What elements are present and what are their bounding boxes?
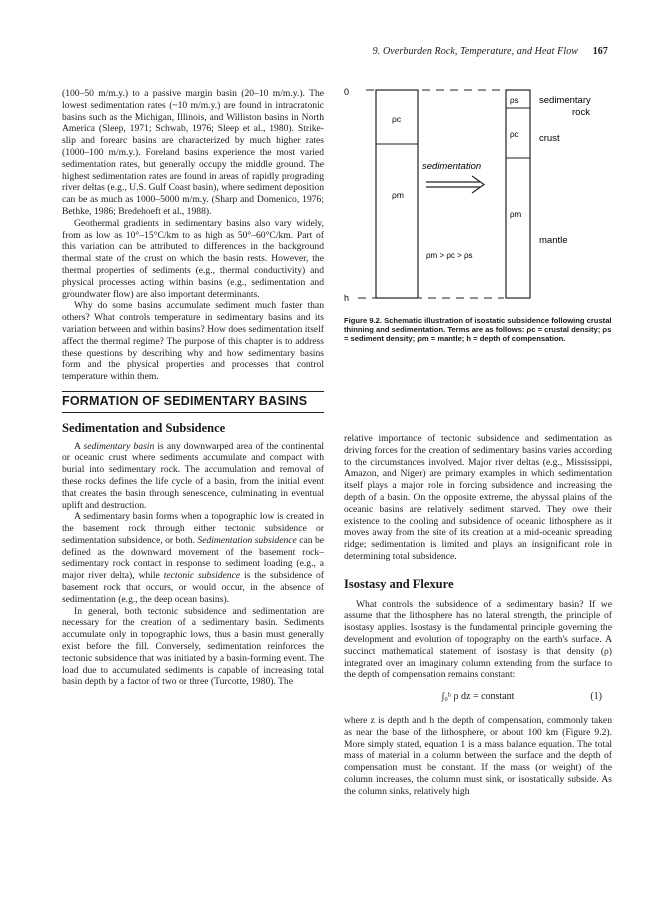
- paragraph: A sedimentary basin is any downwarped area of the continental or oceanic crust where sediments accumulate and compact with burial into sedimentary rock. The accumulation and removal of these rocks defines the life cycle of a basin, from the initial event that creates the basin through senescence, culminating in eventual uplift and destruction.: [62, 440, 324, 511]
- legend-sedimentary: sedimentary: [539, 95, 591, 106]
- paragraph: where z is depth and h the depth of compensation, commonly taken as near the base of the lithosphere, or about 100 km (Figure 9.2). More simply stated, equation 1 is a mass balance equation. The total mass of material in a column between the surface and the depth of compensation must be constant. If the mass (or weight) of the column increases, the column must sink, or isostatically subside. As the column sinks, relatively high: [344, 714, 612, 797]
- running-title: 9. Overburden Rock, Temperature, and Heat Flow: [372, 46, 579, 57]
- text-run: is any downwarped area of the continental or oceanic crust where sediments accumulate and compact with burial into sedimentary rock. The accumulation and removal of these rocks defines the life cycle of a basin, from the initial event that creates the basin through senescence, culminating in eventual uplift and destruction.: [62, 440, 324, 511]
- paragraph: In general, both tectonic subsidence and sedimentation are necessary for the creation of a sedimentary basin. Sediments accumulate only in topographic lows, thus a basin must generally exist before the fill. Conversely, sedimentation reinforces the tectonic subsidence that was initiated by a basin-forming event. The load due to accumulated sediments is capable of increasing total basin depth by a factor of two or three (Turcotte, 1980). The: [62, 605, 324, 688]
- paragraph: (100–50 m/m.y.) to a passive margin basin (20–10 m/m.y.). The lowest sedimentation rates (~10 m/m.y.) are found in intracratonic basins such as the Michigan, Illinois, and Williston basins in North America (Sleep, 1971; Schwab, 1976; Sleep et al., 1980). Strike-slip and forearc basins are characterized by much higher rates (1000–100 m/m.y.). Foreland basins experience the most varied sedimentation rates, but generally occupy the middle ground. The highest sedimentation rates are found in areas of rapidly prograding river deltas (e.g., U.S. Gulf Coast basin), where sediment deposition can be as much as 1000–5000 m/m.y. (Sharp and Domenico, 1976; Bethke, 1986; Bredehoeft et al., 1988).: [62, 88, 324, 217]
- left-column: [62, 88, 324, 688]
- rho-m-right: ρm: [510, 210, 522, 219]
- inequality-label: ρm > ρc > ρs: [426, 251, 473, 260]
- equation-body: ∫₀ʰ ρ dz = constant: [441, 691, 515, 703]
- term: sedimentary basin: [83, 440, 155, 452]
- rho-c-right: ρc: [510, 130, 519, 139]
- paragraph: relative importance of tectonic subsidence and sedimentation as driving forces for the creation of sedimentary basins varies according to the circumstances involved. Major river deltas (e.g., Mississippi, Amazon, and Niger) are primary examples in which sedimentation itself plays a major role in forcing subsidence and increasing the depth of a basin. On the opposite extreme, the abyssal plains of the oceanic basins are relatively sediment starved. They owe their existence to the cooling and subsidence of oceanic lithosphere as it moves away from the site of its creation at a mid-oceanic spreading ridge; sedimentation is limited and plays an insignificant role in determining total subsidence.: [344, 433, 612, 562]
- paragraph: [62, 511, 324, 605]
- text-run: A sedimentary basin forms when a topographic low is created in the basement rock through either tectonic subsidence or sedimentation subsidence, or both.: [62, 511, 324, 546]
- legend-mantle: mantle: [539, 235, 568, 246]
- label-h: h: [344, 293, 350, 302]
- running-header: [373, 46, 608, 57]
- term: Sedimentation subsidence: [197, 534, 297, 546]
- isostasy-figure: [344, 86, 612, 302]
- page-number: 167: [592, 46, 608, 57]
- section-title: FORMATION OF SEDIMENTARY BASINS: [62, 396, 324, 413]
- rho-m-left: ρm: [392, 190, 404, 200]
- legend-crust: crust: [539, 133, 560, 144]
- paragraph: Why do some basins accumulate sediment much faster than others? What controls temperature in sedimentary basins and its variation between and within basins? How does sedimentation itself affect the thermal regime? The purpose of this chapter is to address these questions by describing why and how sedimentary basins form and the physical properties and processes that control temperature within them.: [62, 300, 324, 383]
- text-run: is the subsidence of basement rock that occurs, or would occur, in the absence of sedimentation (e.g., the deep ocean basins).: [62, 570, 324, 605]
- term: tectonic subsidence: [163, 570, 241, 582]
- figure-caption: Figure 9.2. Schematic illustration of isostatic subsidence following crustal thinning and sedimentation. Terms are as follows: ρc = crustal density; ρs = sediment density; ρm = mantle; h = depth of compensation.: [344, 316, 612, 343]
- legend-rock: rock: [572, 107, 590, 118]
- section-rule: [62, 391, 324, 392]
- rho-s-right: ρs: [510, 96, 519, 105]
- text-run: can be defined as the downward movement of the basement rock–sedimentary rock contact in response to sediment loading (e.g., a major river delta), while: [62, 534, 324, 582]
- label-zero: 0: [344, 87, 350, 97]
- arrow-head: [472, 176, 484, 193]
- paragraph: Geothermal gradients in sedimentary basins also vary widely, from as low as 10°–15°C/km to as high as 50°–60°C/km. Part of this variation can be attributed to differences in the background thermal state of the crust on which the basin rests. However, the thermal properties of sediments (e.g., thermal conductivity) and physical processes acting within basins (e.g., sedimentation and groundwater flow) are also important determinants.: [62, 217, 324, 300]
- rho-c-left: ρc: [392, 114, 402, 124]
- equation: [344, 691, 612, 703]
- right-column: [344, 433, 612, 798]
- equation-number: (1): [590, 691, 602, 703]
- right-column-box: [506, 90, 530, 298]
- subsection-title: Isostasy and Flexure: [344, 576, 454, 591]
- sedimentation-label: sedimentation: [422, 161, 482, 172]
- paragraph: What controls the subsidence of a sedimentary basin? If we assume that the lithosphere has no lateral strength, the principle of isostasy applies. Isostasy is the fundamental principle governing the development and evolution of topography on the earth's surface. A succinct mathematical statement of isostasy is that density (ρ) integrated over an imaginary column extending from the surface to the depth of compensation remains constant:: [344, 598, 612, 681]
- subsection-title: Sedimentation and Subsidence: [62, 420, 226, 435]
